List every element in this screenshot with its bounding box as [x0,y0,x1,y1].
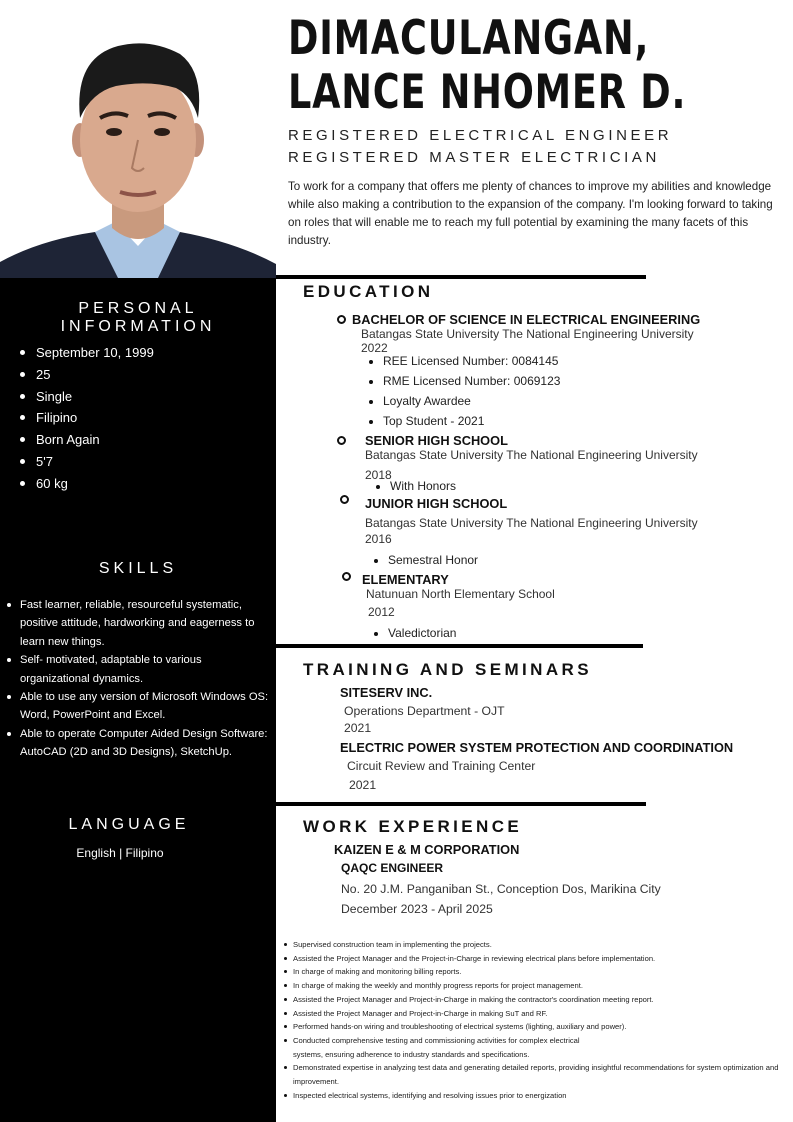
elementary-year: 2012 [368,605,395,619]
full-name [288,12,686,120]
duty-item: Assisted the Project Manager and the Project-in-Charge in reviewing electrical plans before implementation. [284,952,789,966]
college-year: 2022 [361,341,388,355]
job-position: QAQC ENGINEER [341,861,444,875]
duty-item: Performed hands-on wiring and troubleshooting of electrical systems (lighting, auxiliary and power). [284,1020,789,1034]
college-honor: Top Student - 2021 [369,414,484,428]
personal-info-list [20,342,154,495]
timeline-ring-icon [342,572,351,581]
elementary-title: ELEMENTARY [362,572,449,587]
duty-item: In charge of making the weekly and monthly progress reports for project management. [284,979,789,993]
personal-info-heading: PERSONAL INFORMATION [60,300,216,335]
skills-heading: SKILLS [98,560,178,577]
list-item-age: 25 [20,364,154,386]
skill-item: Able to operate Computer Aided Design Software: AutoCAD (2D and 3D Designs), SketchUp. [6,725,274,762]
work-duties-list [284,938,789,1102]
name-line-2: LANCE NHOMER D. [288,65,687,120]
senior-high-honor: With Honors [376,479,456,493]
list-item-birthdate: September 10, 1999 [20,342,154,364]
job-title-1: REGISTERED ELECTRICAL ENGINEER [288,127,673,144]
divider [276,802,646,806]
profile-photo [0,0,276,278]
training-title: ELECTRIC POWER SYSTEM PROTECTION AND COORDINATION [340,740,734,755]
training-year: 2021 [349,778,377,792]
skill-item: Self- motivated, adaptable to various organizational dynamics. [6,651,274,688]
training-detail: Circuit Review and Training Center [347,759,536,773]
duty-item: Supervised construction team in implementing the projects. [284,938,789,952]
language-list: English | Filipino [76,846,164,860]
senior-high-title: SENIOR HIGH SCHOOL [365,433,508,448]
list-item-height: 5'7 [20,451,154,473]
senior-high-year: 2018 [365,468,392,482]
duty-item: Assisted the Project Manager and Project-in-Charge in making SuT and RF. [284,1007,789,1021]
senior-high-school: Batangas State University The National Engineering University [365,448,698,462]
duty-item: Inspected electrical systems, identifying and resolving issues prior to energization [284,1089,789,1103]
junior-high-honor: Semestral Honor [374,553,478,567]
skill-item: Able to use any version of Microsoft Windows OS: Word, PowerPoint and Excel. [6,688,274,725]
elementary-honor: Valedictorian [374,626,456,640]
college-school: Batangas State University The National Engineering University [361,327,694,341]
junior-high-title: JUNIOR HIGH SCHOOL [365,496,508,511]
duty-item: Conducted comprehensive testing and commissioning activities for complex electrical systems, ensuring adherence to industry standards and specifications. [284,1034,789,1061]
company-name: KAIZEN E & M CORPORATION [334,842,520,857]
training-year: 2021 [344,721,372,735]
language-heading: LANGUAGE [68,816,190,833]
junior-high-year: 2016 [365,532,392,546]
training-heading: TRAINING AND SEMINARS [303,660,592,679]
divider [276,644,643,648]
name-line-1: DIMACULANGAN, [288,11,650,66]
education-heading: EDUCATION [303,282,434,301]
college-honor: Loyalty Awardee [369,394,471,408]
skills-list [6,596,274,762]
list-item-civil-status: Single [20,386,154,408]
college-title: BACHELOR OF SCIENCE IN ELECTRICAL ENGINEERING [352,312,701,327]
sidebar [0,278,276,1122]
elementary-school: Natunuan North Elementary School [366,587,555,601]
list-item-weight: 60 kg [20,473,154,495]
training-detail: Operations Department - OJT [344,704,505,718]
list-item-citizenship: Filipino [20,407,154,429]
employment-dates: December 2023 - April 2025 [341,902,493,916]
work-heading: WORK EXPERIENCE [303,817,523,836]
timeline-ring-icon [337,315,346,324]
job-title-2: REGISTERED MASTER ELECTRICIAN [288,149,660,166]
career-objective: To work for a company that offers me plenty of chances to improve my abilities and knowledge while also making a contribution to the expansion of the company. I'm looking forward to taking on roles that will enable me to reach my full potential by examining the many facets of this industry. [288,180,773,247]
portrait-image [0,0,276,278]
college-honor: RME Licensed Number: 0069123 [369,374,560,388]
college-honor: REE Licensed Number: 0084145 [369,354,558,368]
duty-item: In charge of making and monitoring billing reports. [284,965,789,979]
skill-item: Fast learner, reliable, resourceful systematic, positive attitude, hardworking and eagerness to learn new things. [6,596,274,651]
divider [276,275,646,279]
timeline-ring-icon [337,436,346,445]
company-address: No. 20 J.M. Panganiban St., Conception Dos, Marikina City [341,882,661,896]
list-item-religion: Born Again [20,429,154,451]
training-title: SITESERV INC. [340,685,433,700]
duty-item: Assisted the Project Manager and Project-in-Charge in making the contractor's coordination meeting report. [284,993,789,1007]
junior-high-school: Batangas State University The National Engineering University [365,516,698,530]
duty-item: Demonstrated expertise in analyzing test data and generating detailed reports, providing insightful recommendations for system optimization and improvement. [284,1061,789,1088]
timeline-ring-icon [340,495,349,504]
